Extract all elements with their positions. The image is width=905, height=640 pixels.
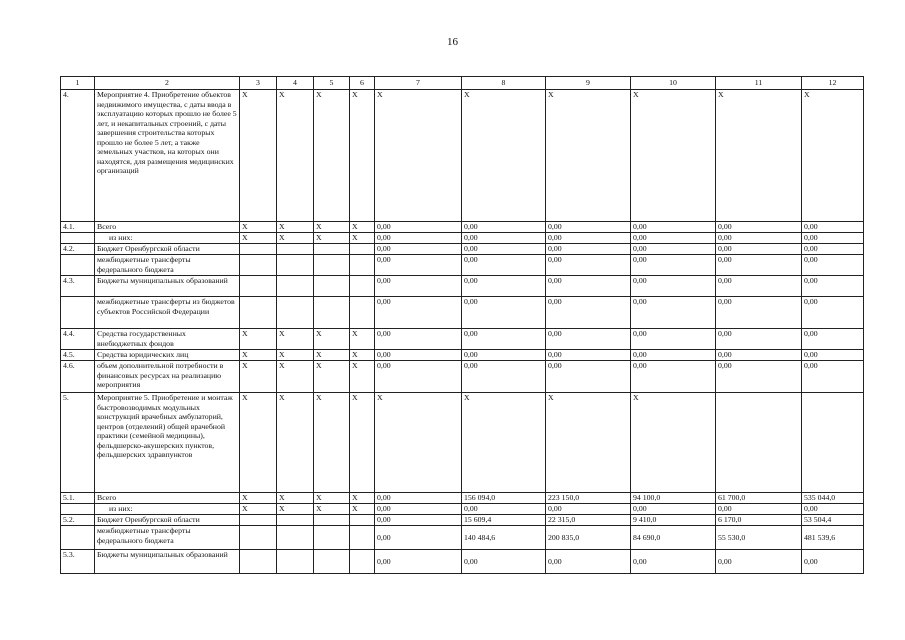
cell-col-11: 0,00 — [716, 297, 802, 329]
cell-col-6: Х — [350, 329, 375, 350]
cell-col-11: 0,00 — [716, 550, 802, 574]
column-number-header — [61, 77, 864, 90]
cell-col-3 — [240, 515, 277, 526]
cell-col-10: 0,00 — [631, 329, 716, 350]
cell-col-9: Х — [546, 90, 631, 222]
cell-col-6 — [350, 550, 375, 574]
column-header: 8 — [462, 77, 546, 90]
cell-col-12: 0,00 — [802, 297, 864, 329]
cell-col-10: 0,00 — [631, 361, 716, 393]
cell-col-11: 0,00 — [716, 222, 802, 233]
cell-col-11 — [716, 393, 802, 493]
cell-col-9: 0,00 — [546, 255, 631, 276]
cell-col-3: Х — [240, 222, 277, 233]
cell-col-8: Х — [462, 393, 546, 493]
cell-col-4 — [277, 255, 314, 276]
cell-col-4: Х — [277, 393, 314, 493]
cell-col-6: Х — [350, 361, 375, 393]
row-number — [61, 297, 95, 329]
cell-col-5 — [314, 255, 350, 276]
table-row — [61, 233, 864, 244]
cell-col-6: Х — [350, 233, 375, 244]
cell-col-9: Х — [546, 393, 631, 493]
cell-col-5: Х — [314, 233, 350, 244]
row-name: Бюджет Оренбургской области — [95, 515, 240, 526]
cell-col-4 — [277, 550, 314, 574]
cell-col-6 — [350, 297, 375, 329]
cell-col-9: 0,00 — [546, 350, 631, 361]
row-number: 5. — [61, 393, 95, 493]
table-row — [61, 361, 864, 393]
table-row — [61, 244, 864, 255]
cell-col-9: 0,00 — [546, 244, 631, 255]
page-number: 16 — [447, 36, 458, 48]
row-number — [61, 255, 95, 276]
cell-col-10: 0,00 — [631, 297, 716, 329]
cell-col-3 — [240, 526, 277, 550]
cell-col-7: 0,00 — [375, 550, 462, 574]
cell-col-6 — [350, 276, 375, 297]
cell-col-11: 0,00 — [716, 329, 802, 350]
cell-col-6: Х — [350, 90, 375, 222]
column-header: 12 — [802, 77, 864, 90]
row-name: Всего — [95, 493, 240, 504]
cell-col-8: 0,00 — [462, 361, 546, 393]
cell-col-7: Х — [375, 393, 462, 493]
row-number: 4.5. — [61, 350, 95, 361]
cell-col-10: Х — [631, 90, 716, 222]
cell-col-12: 0,00 — [802, 550, 864, 574]
cell-col-9: 0,00 — [546, 550, 631, 574]
row-name: Средства государственных внебюджетных фондов — [95, 329, 240, 350]
cell-col-11: 6 170,0 — [716, 515, 802, 526]
cell-col-6: Х — [350, 504, 375, 515]
table-row — [61, 350, 864, 361]
cell-col-9: 22 315,0 — [546, 515, 631, 526]
cell-col-10: 0,00 — [631, 222, 716, 233]
row-name: Бюджеты муниципальных образований — [95, 550, 240, 574]
cell-col-4: Х — [277, 504, 314, 515]
cell-col-10: 0,00 — [631, 504, 716, 515]
cell-col-8: 0,00 — [462, 233, 546, 244]
row-number: 4.6. — [61, 361, 95, 393]
cell-col-5: Х — [314, 393, 350, 493]
row-name: межбюджетные трансферты федерального бюджета — [95, 526, 240, 550]
table-row — [61, 297, 864, 329]
cell-col-7: 0,00 — [375, 361, 462, 393]
column-header: 6 — [350, 77, 375, 90]
cell-col-3 — [240, 550, 277, 574]
cell-col-3: Х — [240, 329, 277, 350]
cell-col-4 — [277, 515, 314, 526]
cell-col-12: 535 044,0 — [802, 493, 864, 504]
cell-col-9: 0,00 — [546, 297, 631, 329]
cell-col-5: Х — [314, 493, 350, 504]
cell-col-9: 0,00 — [546, 329, 631, 350]
cell-col-6 — [350, 255, 375, 276]
cell-col-8: 15 609,4 — [462, 515, 546, 526]
cell-col-7: 0,00 — [375, 244, 462, 255]
cell-col-3: Х — [240, 90, 277, 222]
cell-col-8: 0,00 — [462, 350, 546, 361]
cell-col-9: 0,00 — [546, 276, 631, 297]
row-number: 4. — [61, 90, 95, 222]
cell-col-3: Х — [240, 393, 277, 493]
cell-col-9: 0,00 — [546, 361, 631, 393]
row-number — [61, 526, 95, 550]
cell-col-7: 0,00 — [375, 504, 462, 515]
cell-col-12: 0,00 — [802, 255, 864, 276]
cell-col-7: 0,00 — [375, 276, 462, 297]
cell-col-7: Х — [375, 90, 462, 222]
table-row — [61, 255, 864, 276]
cell-col-5 — [314, 515, 350, 526]
cell-col-8: 0,00 — [462, 244, 546, 255]
cell-col-8: 0,00 — [462, 550, 546, 574]
cell-col-7: 0,00 — [375, 526, 462, 550]
row-number: 4.1. — [61, 222, 95, 233]
cell-col-10: 0,00 — [631, 550, 716, 574]
column-header: 2 — [95, 77, 240, 90]
cell-col-5: Х — [314, 90, 350, 222]
cell-col-10: 9 410,0 — [631, 515, 716, 526]
cell-col-12: 0,00 — [802, 244, 864, 255]
cell-col-6: Х — [350, 350, 375, 361]
row-name: межбюджетные трансферты из бюджетов субъектов Российской Федерации — [95, 297, 240, 329]
cell-col-12: 0,00 — [802, 233, 864, 244]
row-name: из них: — [95, 504, 240, 515]
table-row — [61, 504, 864, 515]
cell-col-12 — [802, 393, 864, 493]
cell-col-8: 156 094,0 — [462, 493, 546, 504]
cell-col-3 — [240, 244, 277, 255]
cell-col-10: 94 100,0 — [631, 493, 716, 504]
row-number: 4.3. — [61, 276, 95, 297]
table-row — [61, 493, 864, 504]
cell-col-4 — [277, 526, 314, 550]
cell-col-3 — [240, 255, 277, 276]
cell-col-12: 481 539,6 — [802, 526, 864, 550]
row-name: Бюджеты муниципальных образований — [95, 276, 240, 297]
cell-col-6: Х — [350, 222, 375, 233]
cell-col-11: 61 700,0 — [716, 493, 802, 504]
table-row — [61, 515, 864, 526]
cell-col-11: 0,00 — [716, 233, 802, 244]
cell-col-10: 0,00 — [631, 244, 716, 255]
cell-col-9: 223 150,0 — [546, 493, 631, 504]
cell-col-12: 53 504,4 — [802, 515, 864, 526]
cell-col-9: 200 835,0 — [546, 526, 631, 550]
row-number — [61, 504, 95, 515]
cell-col-3 — [240, 276, 277, 297]
cell-col-11: 0,00 — [716, 276, 802, 297]
cell-col-5 — [314, 526, 350, 550]
cell-col-7: 0,00 — [375, 233, 462, 244]
cell-col-11: 0,00 — [716, 361, 802, 393]
cell-col-4: Х — [277, 329, 314, 350]
table-row — [61, 393, 864, 493]
cell-col-6: Х — [350, 393, 375, 493]
cell-col-12: 0,00 — [802, 276, 864, 297]
cell-col-7: 0,00 — [375, 350, 462, 361]
cell-col-7: 0,00 — [375, 297, 462, 329]
row-name: Средства юридических лиц — [95, 350, 240, 361]
cell-col-3: Х — [240, 233, 277, 244]
row-name: из них: — [95, 233, 240, 244]
row-number: 5.3. — [61, 550, 95, 574]
cell-col-10: 0,00 — [631, 255, 716, 276]
row-number — [61, 233, 95, 244]
row-name: Бюджет Оренбургской области — [95, 244, 240, 255]
cell-col-4: Х — [277, 90, 314, 222]
cell-col-11: 0,00 — [716, 350, 802, 361]
row-number: 5.1. — [61, 493, 95, 504]
column-header: 7 — [375, 77, 462, 90]
column-header: 10 — [631, 77, 716, 90]
table-row — [61, 550, 864, 574]
column-header: 9 — [546, 77, 631, 90]
cell-col-5 — [314, 550, 350, 574]
cell-col-10: 0,00 — [631, 350, 716, 361]
cell-col-6 — [350, 526, 375, 550]
cell-col-5: Х — [314, 222, 350, 233]
cell-col-3: Х — [240, 504, 277, 515]
cell-col-7: 0,00 — [375, 222, 462, 233]
cell-col-7: 0,00 — [375, 515, 462, 526]
cell-col-7: 0,00 — [375, 255, 462, 276]
cell-col-9: 0,00 — [546, 504, 631, 515]
cell-col-4 — [277, 276, 314, 297]
cell-col-9: 0,00 — [546, 222, 631, 233]
cell-col-12: Х — [802, 90, 864, 222]
table-row — [61, 276, 864, 297]
cell-col-7: 0,00 — [375, 493, 462, 504]
cell-col-4: Х — [277, 350, 314, 361]
row-name: Мероприятие 5. Приобретение и монтаж быстровозводимых модульных конструкций врачебных амбулаторий, центров (отделений) общей врачебной практики (семейной медицины), фельдшерско-акушерских пунктов, фельдшерских здравпунктов — [95, 393, 240, 493]
cell-col-5: Х — [314, 504, 350, 515]
row-number: 5.2. — [61, 515, 95, 526]
table-row — [61, 90, 864, 222]
column-header: 5 — [314, 77, 350, 90]
cell-col-5 — [314, 244, 350, 255]
cell-col-3: Х — [240, 493, 277, 504]
cell-col-8: 0,00 — [462, 504, 546, 515]
cell-col-4 — [277, 244, 314, 255]
cell-col-8: 0,00 — [462, 297, 546, 329]
cell-col-8: 0,00 — [462, 329, 546, 350]
cell-col-3: Х — [240, 350, 277, 361]
cell-col-12: 0,00 — [802, 504, 864, 515]
cell-col-8: 0,00 — [462, 276, 546, 297]
cell-col-5 — [314, 276, 350, 297]
cell-col-11: 0,00 — [716, 255, 802, 276]
row-name: объем дополнительной потребности в финансовых ресурсах на реализацию мероприятия — [95, 361, 240, 393]
budget-table — [60, 76, 864, 574]
cell-col-8: 0,00 — [462, 222, 546, 233]
column-header: 11 — [716, 77, 802, 90]
cell-col-4: Х — [277, 222, 314, 233]
row-name: Всего — [95, 222, 240, 233]
column-header: 1 — [61, 77, 95, 90]
cell-col-7: 0,00 — [375, 329, 462, 350]
row-name: Мероприятие 4. Приобретение объектов недвижимого имущества, с даты ввода в эксплуатацию которых прошло не более 5 лет, и некапитальных строений, с даты завершения строительства которых прошло не более 5 лет, а также земельных участков, на которых они находятся, для размещения медицинских организаций — [95, 90, 240, 222]
cell-col-4: Х — [277, 233, 314, 244]
cell-col-4 — [277, 297, 314, 329]
cell-col-6: Х — [350, 493, 375, 504]
cell-col-5: Х — [314, 361, 350, 393]
cell-col-6 — [350, 515, 375, 526]
cell-col-11: 0,00 — [716, 244, 802, 255]
cell-col-11: Х — [716, 90, 802, 222]
cell-col-12: 0,00 — [802, 350, 864, 361]
cell-col-12: 0,00 — [802, 329, 864, 350]
cell-col-12: 0,00 — [802, 361, 864, 393]
cell-col-6 — [350, 244, 375, 255]
cell-col-5 — [314, 297, 350, 329]
cell-col-11: 0,00 — [716, 504, 802, 515]
cell-col-5: Х — [314, 350, 350, 361]
cell-col-8: Х — [462, 90, 546, 222]
cell-col-3 — [240, 297, 277, 329]
cell-col-11: 55 530,0 — [716, 526, 802, 550]
cell-col-8: 140 484,6 — [462, 526, 546, 550]
row-number: 4.4. — [61, 329, 95, 350]
cell-col-9: 0,00 — [546, 233, 631, 244]
cell-col-10: 0,00 — [631, 233, 716, 244]
cell-col-4: Х — [277, 493, 314, 504]
column-header: 4 — [277, 77, 314, 90]
column-header: 3 — [240, 77, 277, 90]
cell-col-3: Х — [240, 361, 277, 393]
row-number: 4.2. — [61, 244, 95, 255]
cell-col-4: Х — [277, 361, 314, 393]
cell-col-8: 0,00 — [462, 255, 546, 276]
cell-col-10: Х — [631, 393, 716, 493]
table-row — [61, 222, 864, 233]
cell-col-10: 84 690,0 — [631, 526, 716, 550]
cell-col-10: 0,00 — [631, 276, 716, 297]
cell-col-5: Х — [314, 329, 350, 350]
table-row — [61, 526, 864, 550]
table-row — [61, 329, 864, 350]
row-name: межбюджетные трансферты федерального бюджета — [95, 255, 240, 276]
cell-col-12: 0,00 — [802, 222, 864, 233]
